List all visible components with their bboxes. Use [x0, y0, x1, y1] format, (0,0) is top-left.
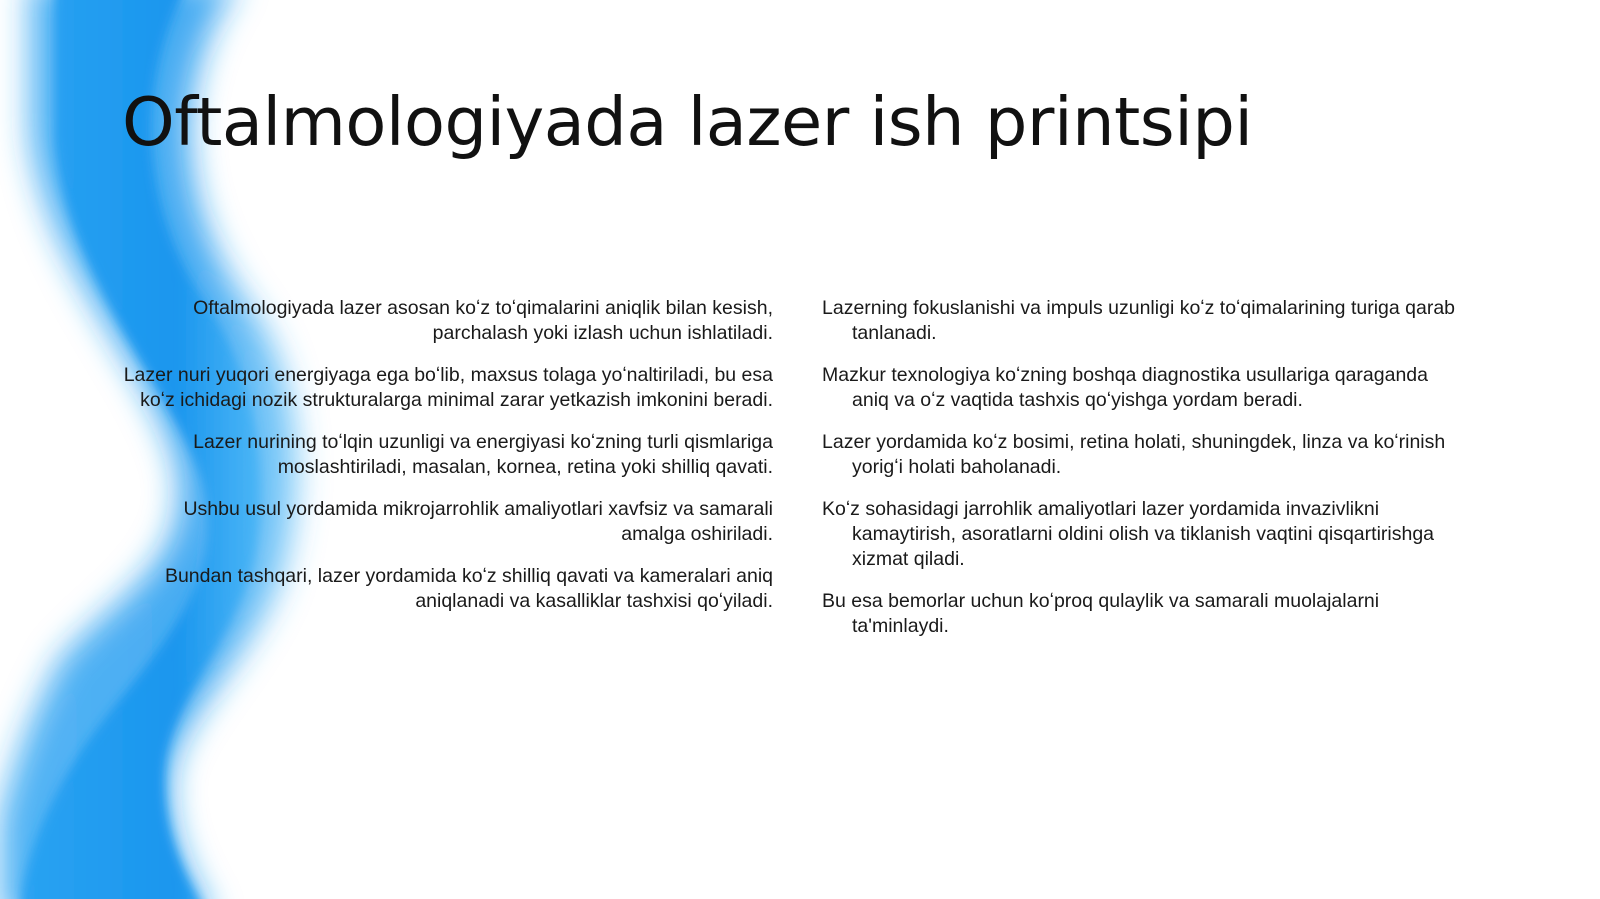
right-paragraph-1: Lazerning fokuslanishi va impuls uzunligi koʻz toʻqimalarining turiga qarab tanlanadi. — [822, 297, 1456, 345]
left-paragraph-5: Bundan tashqari, lazer yordamida koʻz shilliq qavati va kameralari aniq aniqlanadi va kasalliklar tashxisi qoʻyiladi. — [164, 564, 773, 612]
right-paragraph-2: Mazkur texnologiya koʻzning boshqa diagnostika usullariga qaraganda aniq va oʻz vaqtida tashxis qoʻyishga yordam beradi. — [822, 363, 1428, 412]
right-paragraph-4: Koʻz sohasidagi jarrohlik amaliyotlari lazer yordamida invazivlikni kamaytirish, asoratlarni oldini olish va tiklanish vaqtini qisqartirishga xizmat qiladi. — [822, 497, 1435, 571]
right-paragraph-5: Bu esa bemorlar uchun koʻproq qulaylik va samarali muolajalarni ta'minlaydi. — [822, 589, 1380, 638]
left-paragraph-2: Lazer nuri yuqori energiyaga ega boʻlib, maxsus tolaga yoʻnaltiriladi, bu esa koʻz ichidagi nozik strukturalarga minimal zarar yetkazish imkonini beradi. — [123, 363, 773, 412]
right-column — [822, 296, 1462, 656]
left-paragraph-4: Ushbu usul yordamida mikrojarrohlik amaliyotlari xavfsiz va samarali amalga oshiriladi. — [183, 497, 773, 545]
slide-title: Oftalmologiyada lazer ish printsipi — [122, 83, 1253, 161]
left-paragraph-1: Oftalmologiyada lazer asosan koʻz toʻqimalarini aniqlik bilan kesish, parchalash yoki izlash uchun ishlatiladi. — [193, 297, 773, 345]
left-paragraph-3: Lazer nurining toʻlqin uzunligi va energiyasi koʻzning turli qismlariga moslashtiriladi, masalan, kornea, retina yoki shilliq qavati. — [193, 430, 773, 479]
left-column — [120, 296, 773, 631]
right-paragraph-3: Lazer yordamida koʻz bosimi, retina holati, shuningdek, linza va koʻrinish yorigʻi holati baholanadi. — [822, 430, 1446, 479]
